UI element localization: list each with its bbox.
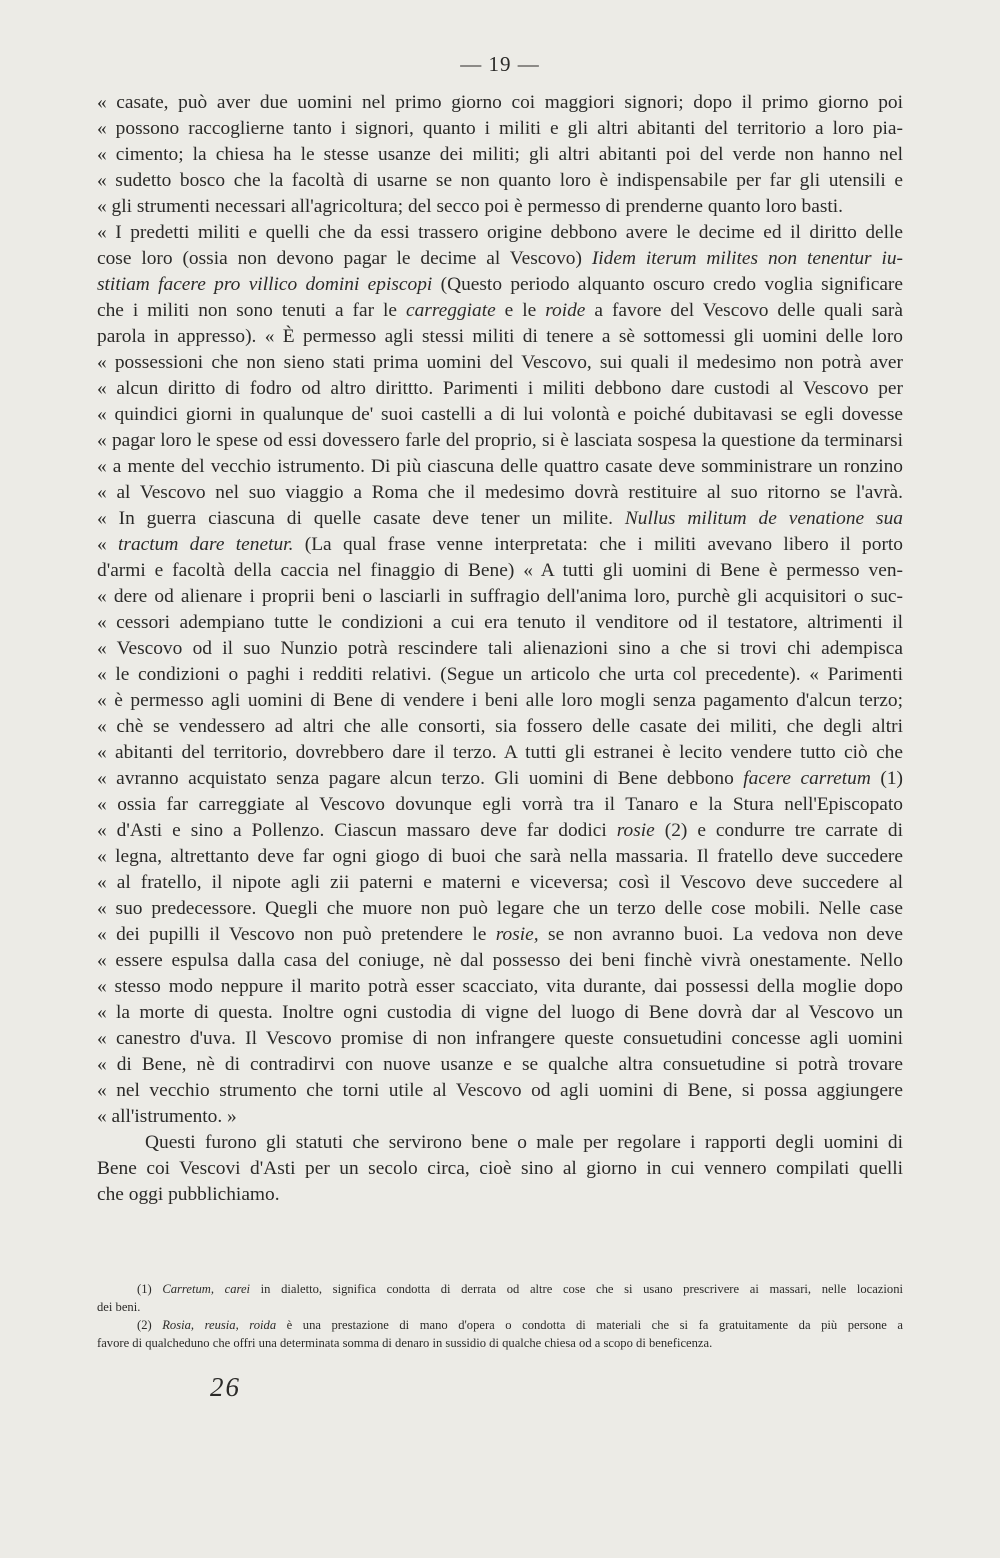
- text-line: « possono raccoglierne tanto i signori, quanto i militi e gli altri abitanti del territorio a loro pia-: [97, 118, 903, 139]
- text-line: stitiam facere pro villico domini episcopi (Questo periodo alquanto oscuro credo voglia significare: [97, 274, 903, 295]
- text-line: « legna, altrettanto deve far ogni giogo di buoi che sarà nella massaria. Il fratello deve succedere: [97, 846, 903, 867]
- text-line: « canestro d'uva. Il Vescovo promise di non infrangere queste consuetudini concesse agli uomini: [97, 1028, 903, 1049]
- footnote-line: (1) Carretum, carei in dialetto, significa condotta di derrata od altre cose che si usano prescrivere ai massari, nelle locazioni: [137, 1282, 903, 1296]
- text-line: « al Vescovo nel suo viaggio a Roma che il medesimo dovrà restituire al suo ritorno se l'avrà.: [97, 482, 903, 503]
- text-line: « avranno acquistato senza pagare alcun terzo. Gli uomini di Bene debbono facere carretum (1): [97, 768, 903, 789]
- text-line: « d'Asti e sino a Pollenzo. Ciascun massaro deve far dodici rosie (2) e condurre tre carrate di: [97, 820, 903, 841]
- text-line: che oggi pubblichiamo.: [97, 1184, 280, 1205]
- text-line: « tractum dare tenetur. (La qual frase venne interpretata: che i militi avevano libero il porto: [97, 534, 903, 555]
- text-line: Questi furono gli statuti che servirono bene o male per regolare i rapporti degli uomini di: [145, 1132, 903, 1153]
- text-line: « casate, può aver due uomini nel primo giorno coi maggiori signori; dopo il primo giorno poi: [97, 92, 903, 113]
- text-line: « suo predecessore. Quegli che muore non può legare che un terzo delle cose mobili. Nelle case: [97, 898, 903, 919]
- text-line: « cessori adempiano tutte le condizioni a cui era tenuto il venditore od il testatore, altrimenti il: [97, 612, 903, 633]
- text-line: Bene coi Vescovi d'Asti per un secolo circa, cioè sino al giorno in cui vennero compilati quelli: [97, 1158, 903, 1179]
- signature-number: 26: [210, 1372, 241, 1402]
- footnote-line: favore di qualcheduno che offri una determinata somma di denaro in sussidio di qualche chiesa od a scopo di beneficenza.: [97, 1336, 713, 1350]
- text-line: « è permesso agli uomini di Bene di vendere i beni alle loro mogli senza pagamento d'alcun terzo;: [97, 690, 903, 711]
- text-line: d'armi e facoltà della caccia nel finaggio di Bene) « A tutti gli uomini di Bene è permesso ven-: [97, 560, 903, 581]
- footnote-line: dei beni.: [97, 1300, 141, 1314]
- text-line: « pagar loro le spese od essi dovessero farle del proprio, si è lasciata sospesa la questione da terminarsi: [97, 430, 903, 451]
- page-number: — 19 —: [460, 52, 540, 76]
- text-line: « sudetto bosco che la facoltà di usarne se non quanto loro è indispensabile per far gli utensili e: [97, 170, 903, 191]
- footnotes: [97, 1280, 903, 1352]
- text-line: « dere od alienare i proprii beni o lasciarli in suffragio dell'anima loro, purchè gli acquisitori o suc-: [97, 586, 903, 607]
- text-line: « le condizioni o paghi i redditi relativi. (Segue un articolo che urta col precedente). « Parimenti: [97, 664, 903, 685]
- text-line: « Vescovo od il suo Nunzio potrà rescindere tali alienazioni sino a che si trovi chi adempisca: [97, 638, 903, 659]
- text-line: « essere espulsa dalla casa del coniuge, nè dal possesso dei beni finchè vivrà onestamente. Nello: [97, 950, 903, 971]
- text-line: « la morte di questa. Inoltre ogni custodia di vigne del luogo di Bene dovrà dar al Vescovo un: [97, 1002, 903, 1023]
- text-line: parola in appresso). « È permesso agli stessi militi di tenere a sè sottomessi gli uomini delle loro: [97, 326, 903, 347]
- text-line: « all'istrumento. »: [97, 1106, 237, 1127]
- text-line: « di Bene, nè di contradirvi con nuove usanze e se qualche altra consuetudine si potrà trovare: [97, 1054, 903, 1075]
- text-line: « cimento; la chiesa ha le stesse usanze dei militi; gli altri abitanti poi del verde non hanno nel: [97, 144, 903, 165]
- text-line: « alcun diritto di fodro od altro dirittto. Parimenti i militi debbono dare custodi al Vescovo per: [97, 378, 903, 399]
- text-line: « In guerra ciascuna di quelle casate deve tener un milite. Nullus militum de venatione sua: [97, 508, 903, 529]
- text-line: « chè se vendessero ad altri che alle consorti, sia fossero delle casate dei militi, che degli altri: [97, 716, 903, 737]
- text-line: « ossia far carreggiate al Vescovo dovunque egli vorrà tra il Tanaro e la Stura nell'Episcopato: [97, 794, 903, 815]
- text-line: « gli strumenti necessari all'agricoltura; del secco poi è permesso di prenderne quanto loro basti.: [97, 196, 844, 217]
- text-line: cose loro (ossia non devono pagar le decime al Vescovo) Iidem iterum milites non tenentur iu-: [97, 248, 903, 269]
- text-line: « a mente del vecchio istrumento. Di più ciascuna delle quattro casate deve somministrare un ronzino: [97, 456, 903, 477]
- text-line: « dei pupilli il Vescovo non può pretendere le rosie, se non avranno buoi. La vedova non deve: [97, 924, 903, 945]
- text-line: « possessioni che non sieno stati prima uomini del Vescovo, sui quali il medesimo non potrà aver: [97, 352, 903, 373]
- text-line: « quindici giorni in qualunque de' suoi castelli a di lui volontà e poiché dubitavasi se egli dovesse: [97, 404, 903, 425]
- text-line: « I predetti militi e quelli che da essi trassero origine debbono avere le decime ed il diritto delle: [97, 222, 903, 243]
- text-line: « stesso modo neppure il marito potrà esser scacciato, vita durante, dai possessi della moglie dopo: [97, 976, 903, 997]
- footnote-line: (2) Rosia, reusia, roida è una prestazione di mano d'opera o condotta di materiali che si fa gratuitamente da più persone a: [137, 1318, 903, 1332]
- text-line: « al fratello, il nipote agli zii paterni e materni e viceversa; così il Vescovo deve succedere al: [97, 872, 903, 893]
- text-line: che i militi non sono tenuti a far le carreggiate e le roide a favore del Vescovo delle quali sarà: [97, 300, 903, 321]
- text-line: « abitanti del territorio, dovrebbero dare il terzo. A tutti gli estranei è lecito vendere tutto ciò che: [97, 742, 903, 763]
- text-line: « nel vecchio strumento che torni utile al Vescovo od agli uomini di Bene, si possa aggiungere: [97, 1080, 903, 1101]
- body-text: [97, 90, 903, 1208]
